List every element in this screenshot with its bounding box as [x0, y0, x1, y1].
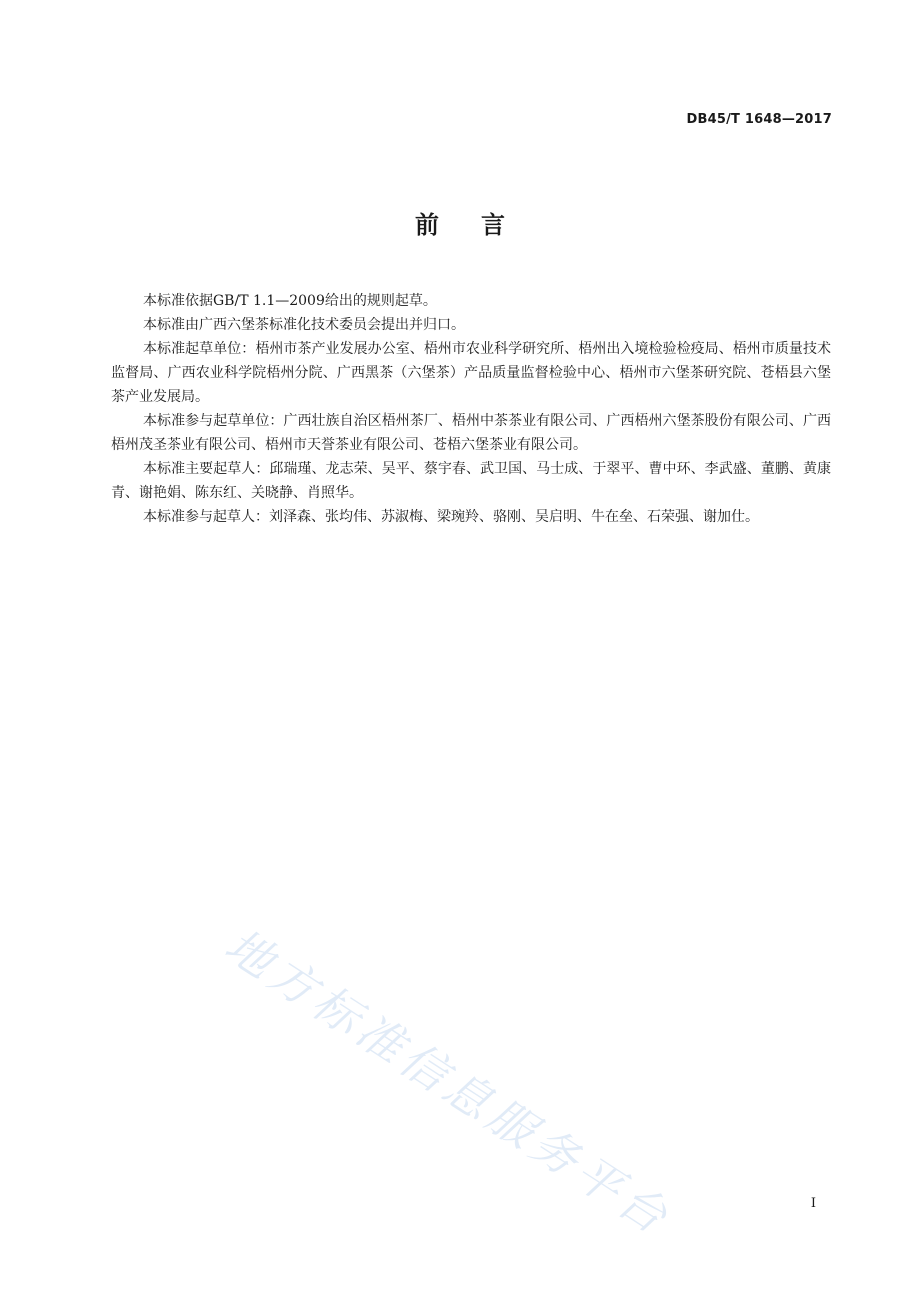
page-title: 前言 — [415, 210, 547, 239]
page-number: I — [810, 1196, 816, 1211]
paragraph-main-drafters: 本标准主要起草人：邱瑞瑾、龙志荣、吴平、蔡宇春、武卫国、马士成、于翠平、曹中环、李武盛、董鹏、黄康青、谢艳娟、陈东红、关晓静、肖照华。 — [111, 461, 831, 501]
paragraph-drafting-rules: 本标准依据GB/T 1.1—2009给出的规则起草。 — [143, 293, 437, 309]
foreword-body — [111, 289, 831, 529]
paragraph-participating-units: 本标准参与起草单位：广西壮族自治区梧州茶厂、梧州中茶茶业有限公司、广西梧州六堡茶股份有限公司、广西梧州茂圣茶业有限公司、梧州市天誉茶业有限公司、苍梧六堡茶业有限公司。 — [111, 413, 831, 453]
paragraph-drafting-units: 本标准起草单位：梧州市茶产业发展办公室、梧州市农业科学研究所、梧州出入境检验检疫局、梧州市质量技术监督局、广西农业科学院梧州分院、广西黑茶（六堡茶）产品质量监督检验中心、梧州市六堡茶研究院、苍梧县六堡茶产业发展局。 — [111, 341, 831, 405]
paragraph-participating-drafters: 本标准参与起草人：刘泽森、张均伟、苏淑梅、梁琬羚、骆刚、吴启明、牛在垒、石荣强、谢加仕。 — [143, 509, 759, 525]
document-code: DB45/T 1648—2017 — [686, 112, 832, 127]
watermark: 地方标准信息服务平台 — [215, 917, 682, 1247]
paragraph-proposer: 本标准由广西六堡茶标准化技术委员会提出并归口。 — [143, 317, 465, 333]
